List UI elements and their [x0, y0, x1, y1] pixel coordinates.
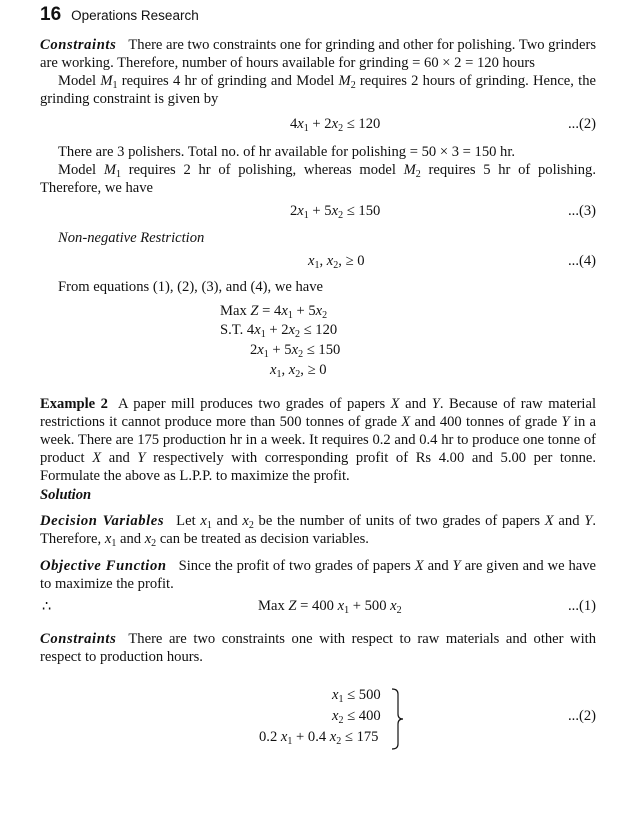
subscript: 1	[260, 329, 266, 340]
separator: ,	[319, 253, 327, 269]
equation-number-system2: ...(2)	[568, 708, 596, 724]
text-run: ≤ 500	[343, 687, 381, 703]
var: x	[329, 729, 337, 745]
system2-row-3	[259, 729, 378, 746]
non-negative-heading: Non-negative Restriction	[58, 230, 205, 246]
equation-4	[308, 253, 365, 270]
text-run: ≤ 400	[343, 708, 381, 724]
text-run: = 400	[296, 598, 338, 614]
text-run: requires 2 hr of polishing, whereas model	[121, 162, 404, 178]
text-run: respectively with corresponding profit of Rs 4.00 and 5.00 per tonne. Formulate the above as L.P.P. to maximize the profit.	[40, 450, 596, 484]
text-run: and	[211, 513, 243, 529]
constraints-heading: Constraints	[40, 37, 117, 53]
book-title: Operations Research	[71, 8, 199, 23]
var: x	[280, 729, 288, 745]
separator: ,	[281, 362, 289, 378]
text-run: in a week. There are 175 production hr in a week. It requires 0.2 and 0.4 hr to produce one tonne of product	[40, 414, 596, 466]
constraints-text: There are two constraints one for grinding and other for polishing. Two grinders are working. Therefore, number of hours available for grinding = 60 × 2 = 120 hours	[40, 37, 596, 71]
text-run: Max	[220, 303, 251, 319]
decision-variables-heading: Decision Variables	[40, 513, 165, 529]
var: x	[308, 253, 315, 269]
var: x	[332, 708, 339, 724]
text-run: can be treated as decision variables.	[156, 531, 369, 547]
subscript: 1	[287, 736, 293, 747]
text-run: + 5	[292, 303, 316, 319]
var: x	[297, 116, 304, 132]
constraints-paragraph	[40, 36, 596, 72]
text-run: = 4	[258, 303, 282, 319]
equation-2	[290, 116, 380, 133]
var: X	[544, 513, 554, 529]
subscript: 1	[303, 210, 309, 221]
var: x	[281, 303, 288, 319]
page-number: 16	[40, 4, 62, 25]
var: x	[257, 342, 264, 358]
subscript: 2	[338, 715, 344, 726]
therefore-symbol: ∴	[42, 599, 52, 615]
subscript: 2	[151, 538, 157, 549]
equation-number-2: ...(2)	[568, 116, 596, 132]
subscript: 1	[338, 694, 344, 705]
text-run: 2	[250, 342, 258, 358]
system-objective	[220, 303, 327, 320]
polishing-paragraph	[40, 161, 596, 197]
var: Y	[452, 558, 461, 574]
system2-row-2	[332, 708, 381, 725]
subscript: 2	[322, 310, 328, 321]
system-constraint-1	[220, 322, 337, 339]
subscript: 2	[336, 736, 342, 747]
text-run: + 0.4	[292, 729, 330, 745]
constraints-2-heading: Constraints	[40, 631, 117, 647]
var: x	[291, 342, 299, 358]
var: X	[390, 396, 400, 412]
var: Z	[250, 303, 259, 319]
var: x	[288, 362, 296, 378]
text-run: and 400 tonnes of grade	[410, 414, 562, 430]
coef: 2	[290, 203, 298, 219]
from-equations-paragraph: From equations (1), (2), (3), and (4), we have	[58, 279, 324, 295]
system-constraint-2	[250, 342, 340, 359]
objective-function-heading: Objective Function	[40, 558, 167, 574]
text-run: Model	[58, 73, 101, 89]
subscript: 2	[396, 605, 402, 616]
text-run: . Therefore,	[40, 513, 597, 547]
var: x	[332, 687, 339, 703]
var: x	[315, 303, 323, 319]
text-run: . Because of raw material restrictions it cannot produce more than 500 tonnes of grade	[40, 396, 597, 430]
text-run: Let	[176, 513, 201, 529]
var: x	[254, 322, 261, 338]
var: M	[103, 162, 116, 178]
subscript: 2	[333, 260, 339, 271]
subscript: 2	[338, 210, 344, 221]
text-run: requires 2 hours of grinding. Hence, the grinding constraint is given by	[40, 73, 596, 107]
right-brace-icon	[390, 688, 406, 750]
text-run: requires 5 hr of polishing. Therefore, we have	[40, 162, 596, 196]
var: x	[331, 116, 339, 132]
rhs: ≤ 150	[343, 203, 381, 219]
subscript: 1	[112, 80, 118, 91]
text-run: and	[423, 558, 453, 574]
subscript: 1	[276, 369, 282, 380]
text-run: + 2	[265, 322, 289, 338]
running-header	[40, 4, 199, 26]
var: x	[390, 598, 397, 614]
text-run: Since the profit of two grades of papers	[178, 558, 415, 574]
objective-function-paragraph	[40, 557, 596, 593]
system-non-negativity	[270, 362, 327, 379]
text-run: ≤ 175	[341, 729, 379, 745]
var: X	[401, 414, 411, 430]
var: x	[297, 203, 304, 219]
equation-3	[290, 203, 380, 220]
var: M	[403, 162, 416, 178]
equation-number-obj: ...(1)	[568, 598, 596, 614]
constraints-2-paragraph	[40, 630, 596, 666]
text-run: + 500	[349, 598, 391, 614]
decision-variables-paragraph	[40, 512, 596, 548]
equation-number-4: ...(4)	[568, 253, 596, 269]
solution-label: Solution	[40, 487, 92, 503]
subscript: 1	[263, 349, 269, 360]
text-run: and	[101, 450, 138, 466]
text-run: and	[553, 513, 585, 529]
var: Y	[561, 414, 570, 430]
text-run: ≤ 150	[303, 342, 341, 358]
coef: 4	[290, 116, 298, 132]
text-run: be the number of units of two grades of papers	[253, 513, 545, 529]
solution-heading	[40, 486, 596, 504]
text-run: and	[399, 396, 432, 412]
subscript: 2	[415, 169, 421, 180]
grinding-paragraph	[40, 72, 596, 108]
var: Y	[137, 450, 146, 466]
var: x	[326, 253, 334, 269]
subscript: 2	[350, 80, 356, 91]
polishers-paragraph: There are 3 polishers. Total no. of hr available for polishing = 50 × 3 = 150 hr.	[58, 144, 516, 160]
equation-number-3: ...(3)	[568, 203, 596, 219]
var: x	[200, 513, 207, 529]
var: x	[270, 362, 277, 378]
text-run: requires 4 hr of grinding and Model	[117, 73, 339, 89]
example-2-label: Example 2	[40, 396, 108, 412]
rhs: ≤ 120	[343, 116, 381, 132]
var: X	[92, 450, 102, 466]
var: M	[100, 73, 113, 89]
subscript: 1	[287, 310, 293, 321]
text-run: + 5	[268, 342, 292, 358]
subscript: 1	[303, 123, 309, 134]
var: x	[288, 322, 295, 338]
text-run: Max	[258, 598, 289, 614]
subscript: 1	[116, 169, 121, 180]
text-run: Model	[58, 162, 104, 178]
subscript: 2	[248, 520, 254, 531]
rhs: , ≥ 0	[338, 253, 365, 269]
text-run: ≤ 120	[300, 322, 338, 338]
var: X	[414, 558, 424, 574]
var: x	[331, 203, 339, 219]
text-run: , ≥ 0	[300, 362, 327, 378]
text-run: S.T. 4	[220, 322, 255, 338]
subscript: 2	[295, 329, 300, 340]
term: + 2	[308, 116, 332, 132]
var: Z	[288, 598, 297, 614]
subscript: 2	[295, 369, 301, 380]
var: M	[338, 73, 351, 89]
system2-row-1	[332, 687, 381, 704]
subscript: 1	[344, 605, 350, 616]
term: + 5	[308, 203, 332, 219]
var: Y	[431, 396, 440, 412]
text-run: 0.2	[259, 729, 281, 745]
subscript: 2	[298, 349, 304, 360]
text-run: are given and we have to maximize the profit.	[40, 558, 596, 592]
subscript: 1	[111, 538, 117, 549]
example-2-paragraph	[40, 395, 596, 485]
subscript: 1	[206, 520, 212, 531]
var: x	[242, 513, 249, 529]
var: x	[337, 598, 345, 614]
subscript: 2	[338, 123, 344, 134]
subscript: 1	[314, 260, 320, 271]
objective-equation	[258, 598, 402, 615]
var: Y	[584, 513, 593, 529]
var: x	[104, 531, 112, 547]
var: x	[144, 531, 152, 547]
text-run: There are two constraints one with respect to raw materials and other with respect to production hours.	[40, 631, 596, 665]
text-run: A paper mill produces two grades of papers	[117, 396, 391, 412]
text-run: and	[116, 531, 145, 547]
